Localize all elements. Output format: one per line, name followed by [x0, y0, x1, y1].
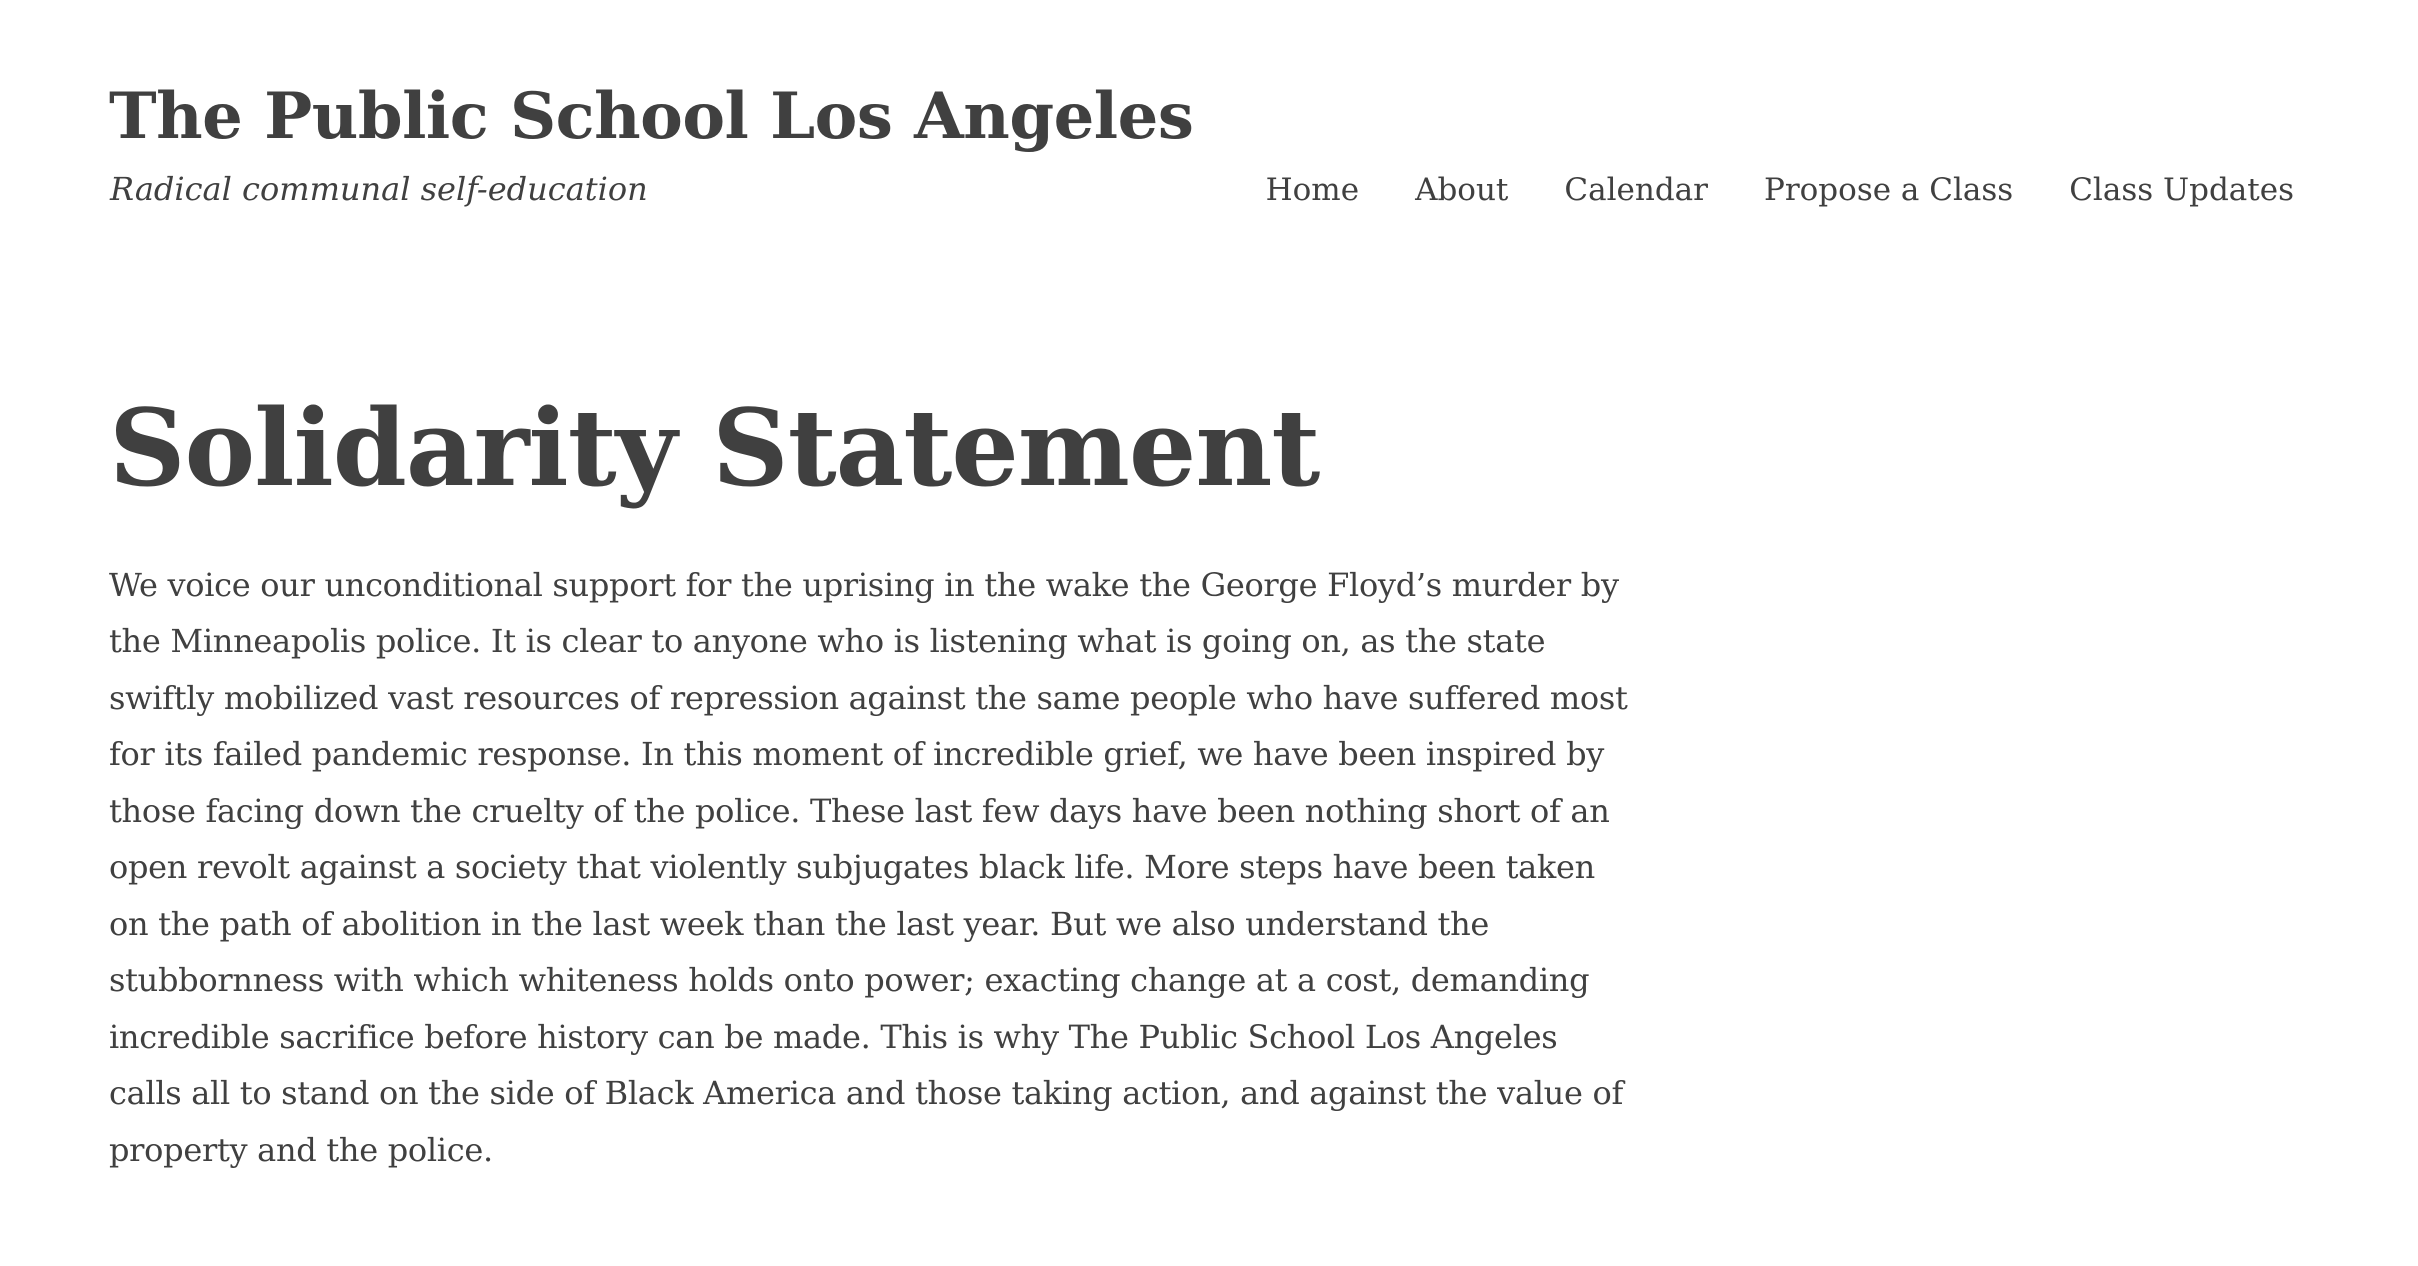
nav-item-class-updates[interactable]: Class Updates [2069, 172, 2294, 208]
site-tagline: Radical communal self-education [110, 170, 648, 208]
site-header [0, 0, 2418, 260]
nav-item-propose-a-class[interactable]: Propose a Class [1763, 172, 2014, 208]
article-body: We voice our unconditional support for the uprising in the wake the George Floyd’s murder by the Minneapolis police. It is clear to anyone who is listening what is going on, as the state swiftly mobilized vast resources of repression against the same people who have suffered most for its failed pandemic response. In this moment of incredible grief, we have been inspired by those facing down the cruelty of the police. These last few days have been nothing short of an open revolt against a society that violently subjugates black life. More steps have been taken on the path of abolition in the last week than the last year. But we also understand the stubbornness with which whiteness holds onto power; exacting change at a cost, demanding incredible sacrifice before history can be made. This is why The Public School Los Angeles calls all to stand on the side of Black America and those taking action, and against the value of property and the police. [109, 565, 1628, 1169]
page-title: Solidarity Statement [109, 385, 1320, 510]
site-title-link[interactable]: The Public School Los Angeles [109, 79, 1194, 154]
nav-item-calendar[interactable]: Calendar [1564, 172, 1708, 208]
article [109, 385, 1629, 1178]
nav-item-home[interactable]: Home [1265, 172, 1360, 208]
main-content [109, 385, 1629, 1178]
nav-menu [1266, 172, 2294, 209]
nav-item-about[interactable]: About [1415, 172, 1509, 208]
